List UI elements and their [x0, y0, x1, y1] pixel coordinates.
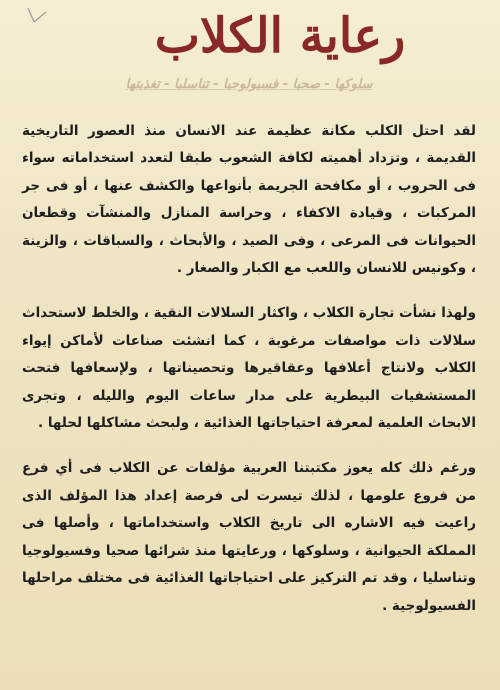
page-title: رعاية الكلاب [154, 8, 406, 64]
page-subtitle: سلوكها - صحيا - فسيولوجيا - تناسليا - تغذيتها [125, 77, 373, 92]
paragraph-2: ولهذا نشأت تجارة الكلاب ، واكثار السلالات النقية ، والخلط لاستحداث سلالات ذات مواصفات مرغوبة ، كما انشئت صناعات لأماكن إيواء الكلاب ولانتاج أعلافها وعقاقيرها وتحصيناتها ، ولإسعافها فتحت المستشفيات البيطرية على مدار ساعات اليوم والليله ، وتجرى الابحاث العلمية لمعرفة احتياجاتها الغذائية ، ولبحث مشاكلها لحلها . [22, 305, 476, 432]
body-text [22, 118, 476, 620]
paragraph-3: ورغم ذلك كله يعوز مكتبتنا العربية مؤلفات عن الكلاب فى أي فرع من فروع علومها ، لذلك تيسرت لى فرصة إعداد هذا المؤلف الذى راعيت فيه الاشاره الى تاريخ الكلاب واستخداماتها ، وأصلها فى المملكة الحيوانية ، وسلوكها ، ورعايتها منذ شرائها صحيا وفسيولوجيا وتناسليا ، وقد تم التركيز على احتياجاتها الغذائية فى مختلف مراحلها الفسيولوجية . [22, 460, 476, 614]
paragraph-1: لقد احتل الكلب مكانة عظيمة عند الانسان منذ العصور التاريخية القديمة ، وتزداد أهميته لكافة الشعوب طبقا لتعدد استخداماته سواء فى الحروب ، أو مكافحة الجريمة بأنواعها والكشف عنها ، أو فى جر المركبات ، وقيادة الاكفاء ، وحراسة المنازل والمنشآت وقطعان الحيوانات فى المرعى ، وفى الصيد ، والأبحاث ، والسباقات ، والزينة ، وكونيس للانسان واللعب مع الكبار والصغار . [22, 123, 476, 277]
pen-mark-icon [26, 6, 48, 24]
